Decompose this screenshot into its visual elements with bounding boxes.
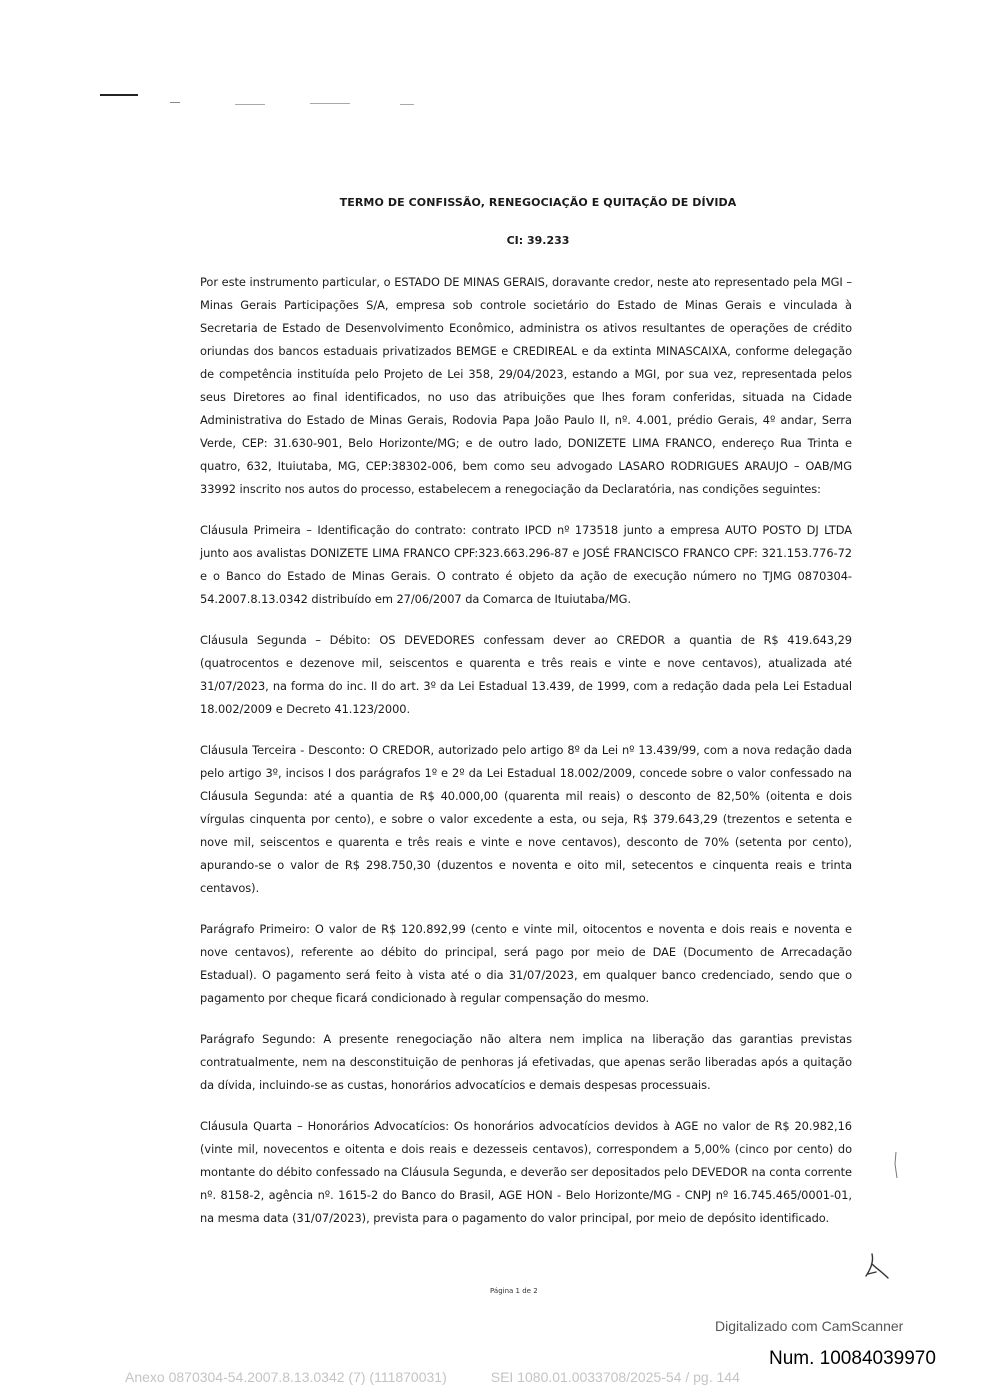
document-number-stamp: Num. 10084039970 <box>769 1348 936 1369</box>
paragraph-clausula-primeira: Cláusula Primeira – Identificação do contrato: contrato IPCD nº 173518 junto a empresa AUTO POSTO DJ LTDA junto aos avalistas DONIZETE LIMA FRANCO CPF:323.663.296-87 e JOSÉ FRANCISCO FRANCO CPF: 321.153.776-72 e o Banco do Estado de Minas Gerais. O contrato é objeto da ação de execução número no TJMG 0870304-54.2007.8.13.0342 distribuído em 27/06/2007 da Comarca de Ituiutaba/MG. <box>200 523 852 606</box>
camscanner-watermark: Digitalizado com CamScanner <box>715 1318 904 1334</box>
scan-edge-mark <box>893 1150 899 1180</box>
paragraph-clausula-terceira: Cláusula Terceira - Desconto: O CREDOR, autorizado pelo artigo 8º da Lei nº 13.439/99, com a nova redação dada pelo artigo 3º, incisos I dos parágrafos 1º e 2º da Lei Estadual 18.002/2009, concede sobre o valor confessado na Cláusula Segunda: até a quantia de R$ 40.000,00 (quarenta mil reais) o desconto de 82,50% (oitenta e dois vírgulas cinquenta por cento), e sobre o valor excedente a esta, ou seja, R$ 379.643,29 (trezentos e setenta e nove mil, seiscentos e quarenta e três reais e vinte e nove centavos), desconto de 70% (setenta por cento), apurando-se o valor de R$ 298.750,30 (duzentos e noventa e oito mil, setecentos e cinquenta reais e trinta centavos). <box>200 743 852 895</box>
paragraph-clausula-quarta: Cláusula Quarta – Honorários Advocatícios: Os honorários advocatícios devidos à AGE no valor de R$ 20.982,16 (vinte mil, novecentos e oitenta e dois reais e dezesseis centavos), correspondem a 5,00% (cinco por cento) do montante do débito confessado na Cláusula Segunda, e deverão ser depositados pelo DEVEDOR na conta corrente nº. 8158-2, agência nº. 1615-2 do Banco do Brasil, AGE HON - Belo Horizonte/MG - CNPJ nº 16.745.465/0001-01, na mesma data (31/07/2023), prevista para o pagamento do valor principal, por meio de depósito identificado. <box>200 1119 852 1225</box>
paragraph-paragrafo-segundo: Parágrafo Segundo: A presente renegociação não altera nem implica na liberação das garantias previstas contratualmente, nem na desconstituição de penhoras já efetivadas, que apenas serão liberadas após a quitação da dívida, incluindo-se as custas, honorários advocatícios e demais despesas processuais. <box>200 1032 852 1092</box>
footer-sei: SEI 1080.01.0033708/2025-54 / pg. 144 <box>490 1369 740 1385</box>
document-title: TERMO DE CONFISSÃO, RENEGOCIAÇÃO E QUITAÇÃO DE DÍVIDA <box>339 196 737 209</box>
paragraph-clausula-segunda: Cláusula Segunda – Débito: OS DEVEDORES confessam dever ao CREDOR a quantia de R$ 419.643,29 (quatrocentos e dezenove mil, seiscentos e quarenta e três reais e vinte e nove centavos), atualizada até 31/07/2023, na forma do inc. II do art. 3º da Lei Estadual 13.439, de 1999, com a redação dada pela Lei Estadual 18.002/2009 e Decreto 41.123/2000. <box>200 633 852 716</box>
page-indicator: Página 1 de 2 <box>490 1287 538 1295</box>
signature-rubric-icon <box>862 1250 892 1282</box>
footer-line <box>125 1369 784 1385</box>
footer-annex: Anexo 0870304-54.2007.8.13.0342 (7) (111870031) <box>125 1369 447 1385</box>
document-body <box>200 196 852 1248</box>
reference-number: CI: 39.233 <box>506 234 570 247</box>
paragraph-paragrafo-primeiro: Parágrafo Primeiro: O valor de R$ 120.892,99 (cento e vinte mil, oitocentos e noventa e dois reais e noventa e nove centavos), referente ao débito do principal, será pago por meio de DAE (Documento de Arrecadação Estadual). O pagamento será feito à vista até o dia 31/07/2023, em qualquer banco credenciado, sendo que o pagamento por cheque ficará condicionado à regular compensação do mesmo. <box>200 922 852 1005</box>
scan-artifact-marks <box>100 92 500 106</box>
paragraph-preamble: Por este instrumento particular, o ESTADO DE MINAS GERAIS, doravante credor, neste ato representado pela MGI – Minas Gerais Participações S/A, empresa sob controle societário do Estado de Minas Gerais e vinculada à Secretaria de Estado de Desenvolvimento Econômico, administra os ativos resultantes de operações de crédito oriundas dos bancos estaduais privatizados BEMGE e CREDIREAL e da extinta MINASCAIXA, conforme delegação de competência instituída pelo Projeto de Lei 358, 29/04/2023, estando a MGI, por sua vez, representada pelos seus Diretores ao final identificados, no uso das atribuições que lhes foram conferidas, situada na Cidade Administrativa do Estado de Minas Gerais, Rodovia Papa João Paulo II, nº. 4.001, prédio Gerais, 4º andar, Serra Verde, CEP: 31.630-901, Belo Horizonte/MG; e de outro lado, DONIZETE LIMA FRANCO, endereço Rua Trinta e quatro, 632, Ituiutaba, MG, CEP:38302-006, bem como seu advogado LASARO RODRIGUES ARAUJO – OAB/MG 33992 inscrito nos autos do processo, estabelecem a renegociação da Declaratória, nas condições seguintes: <box>200 275 852 496</box>
